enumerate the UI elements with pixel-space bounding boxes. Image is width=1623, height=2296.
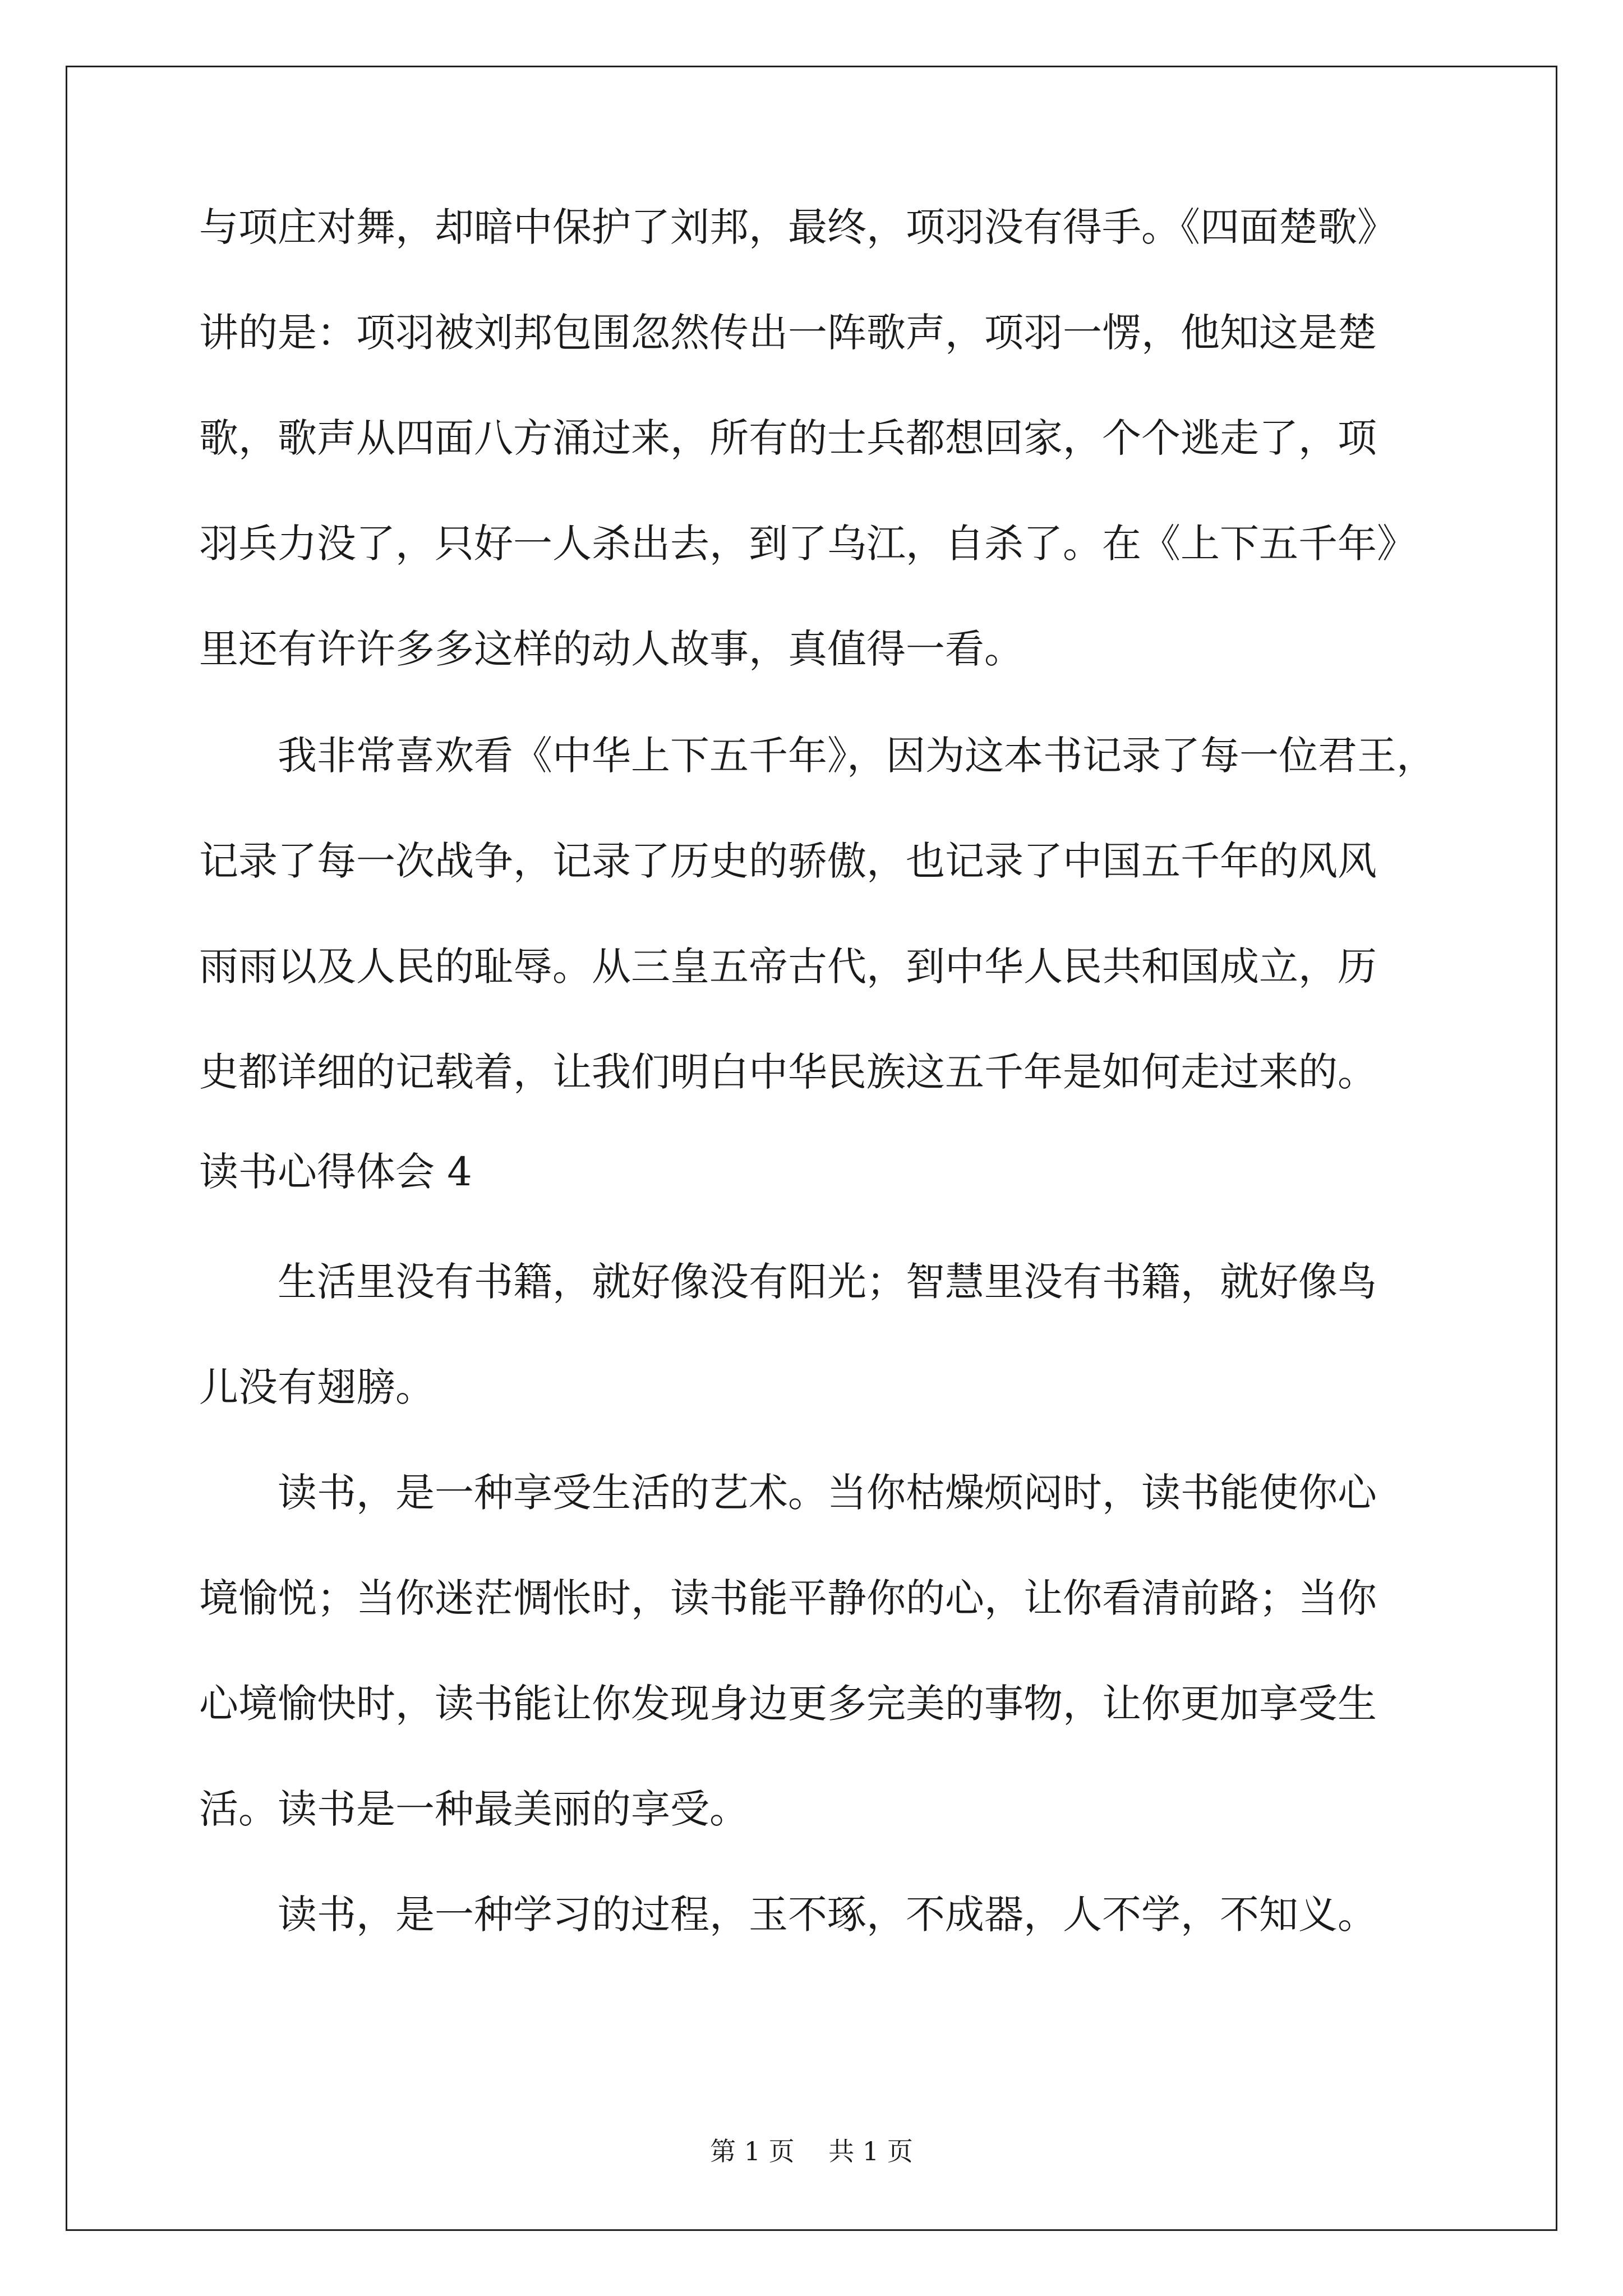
text-line: 讲的是：项羽被刘邦包围忽然传出一阵歌声，项羽一愣，他知这是楚 [199, 310, 1377, 356]
text-line: 羽兵力没了，只好一人杀出去，到了乌江，自杀了。在《上下五千年》 [199, 521, 1416, 567]
text-line: 儿没有翅膀。 [199, 1364, 435, 1410]
text-line: 境愉悦；当你迷茫惆怅时，读书能平静你的心，让你看清前路；当你 [199, 1575, 1377, 1621]
text-line: 史都详细的记载着，让我们明白中华民族这五千年是如何走过来的。 [199, 1049, 1377, 1095]
text-line: 里还有许许多多这样的动人故事，真值得一看。 [199, 626, 1023, 672]
text-line: 读书，是一种学习的过程，玉不琢，不成器，人不学，不知义。 [199, 1892, 1377, 1938]
text-line: 与项庄对舞，却暗中保护了刘邦，最终，项羽没有得手。《四面楚歌》 [199, 204, 1396, 250]
text-line: 读书，是一种享受生活的艺术。当你枯燥烦闷时，读书能使你心 [199, 1470, 1377, 1516]
text-line: 记录了每一次战争，记录了历史的骄傲，也记录了中国五千年的风风 [199, 838, 1377, 884]
text-line: 心境愉快时，读书能让你发现身边更多完美的事物，让你更加享受生 [199, 1681, 1377, 1727]
text-line: 我非常喜欢看《中华上下五千年》，因为这本书记录了每一位君王， [199, 733, 1436, 779]
text-line: 生活里没有书籍，就好像没有阳光；智慧里没有书籍，就好像鸟 [199, 1259, 1377, 1305]
text-line: 雨雨以及人民的耻辱。从三皇五帝古代，到中华人民共和国成立，历 [199, 944, 1377, 990]
page-footer: 第 1 页 共 1 页 [710, 2136, 913, 2166]
section-heading: 读书心得体会 4 [199, 1149, 472, 1195]
text-line: 歌，歌声从四面八方涌过来，所有的士兵都想回家，个个逃走了，项 [199, 415, 1377, 461]
text-line: 活。读书是一种最美丽的享受。 [199, 1786, 749, 1832]
